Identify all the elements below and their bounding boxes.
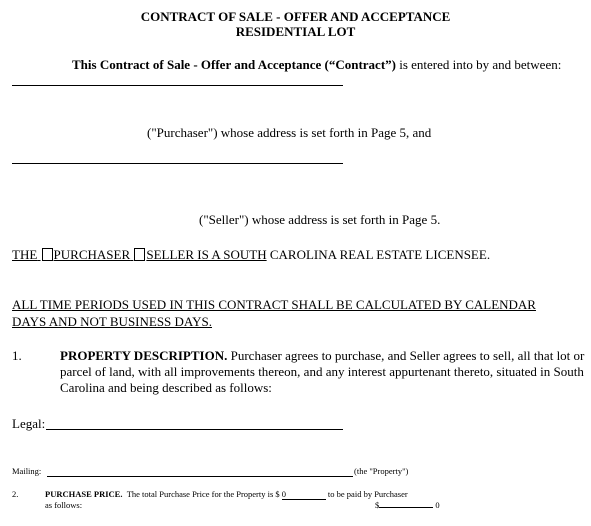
seller-licensee-checkbox[interactable] <box>134 248 145 261</box>
purchaser-name-line[interactable] <box>12 85 343 86</box>
section1-paragraph <box>60 348 585 396</box>
intro-rest: is entered into by and between: <box>395 57 562 72</box>
licensee-rest: CAROLINA REAL ESTATE LICENSEE. <box>266 247 491 262</box>
mailing-label: Mailing: <box>12 466 42 476</box>
purchaser-address-text: ("Purchaser") whose address is set forth in Page 5, and <box>147 125 432 140</box>
section1-text: Purchaser agrees to purchase, and Seller agrees to sell, all that lot or parcel of land, with all improvements thereon, and any interest appurtenant thereto, situated in South Carolina and being described as follows: <box>60 348 585 395</box>
licensee-purchaser-label: PURCHASER <box>53 247 131 262</box>
dollar-sign: $ <box>375 500 380 510</box>
section2-number: 2. <box>12 489 19 499</box>
licensee-statement <box>12 247 490 263</box>
payment-blank[interactable] <box>379 507 433 508</box>
mailing-address-line[interactable] <box>47 476 353 477</box>
purchase-price-amount[interactable]: 0 <box>282 489 326 500</box>
seller-address-text: ("Seller") whose address is set forth in Page 5. <box>199 212 441 227</box>
time-periods-line2: DAYS AND NOT BUSINESS DAYS. <box>12 314 212 329</box>
mailing-suffix: (the "Property") <box>354 466 409 476</box>
payment-amount-row <box>375 500 440 510</box>
section2-heading: PURCHASE PRICE. <box>45 489 123 499</box>
licensee-seller-label: SELLER IS A SOUTH <box>146 247 267 262</box>
intro-contract-name: This Contract of Sale - Offer and Acceptance (“Contract”) <box>72 57 396 72</box>
time-periods-line1: ALL TIME PERIODS USED IN THIS CONTRACT SHALL BE CALCULATED BY CALENDAR <box>12 297 536 312</box>
section2-text-before: The total Purchase Price for the Property is $ <box>126 489 282 499</box>
seller-name-line[interactable] <box>12 163 343 164</box>
legal-label: Legal: <box>12 416 46 431</box>
purchaser-licensee-checkbox[interactable] <box>42 248 53 261</box>
section1-heading: PROPERTY DESCRIPTION. <box>60 348 228 363</box>
licensee-the: THE <box>12 247 38 262</box>
as-follows-label: as follows: <box>45 500 83 510</box>
section1-number: 1. <box>12 348 22 363</box>
section2-text-after: to be paid by Purchaser <box>325 489 408 499</box>
intro-sentence <box>72 57 561 73</box>
document-subtitle: RESIDENTIAL LOT <box>235 24 356 39</box>
section2-line <box>45 489 408 500</box>
document-title: CONTRACT OF SALE - OFFER AND ACCEPTANCE <box>140 9 451 24</box>
payment-blank-value: 0 <box>435 500 440 510</box>
legal-description-line[interactable] <box>46 429 343 430</box>
